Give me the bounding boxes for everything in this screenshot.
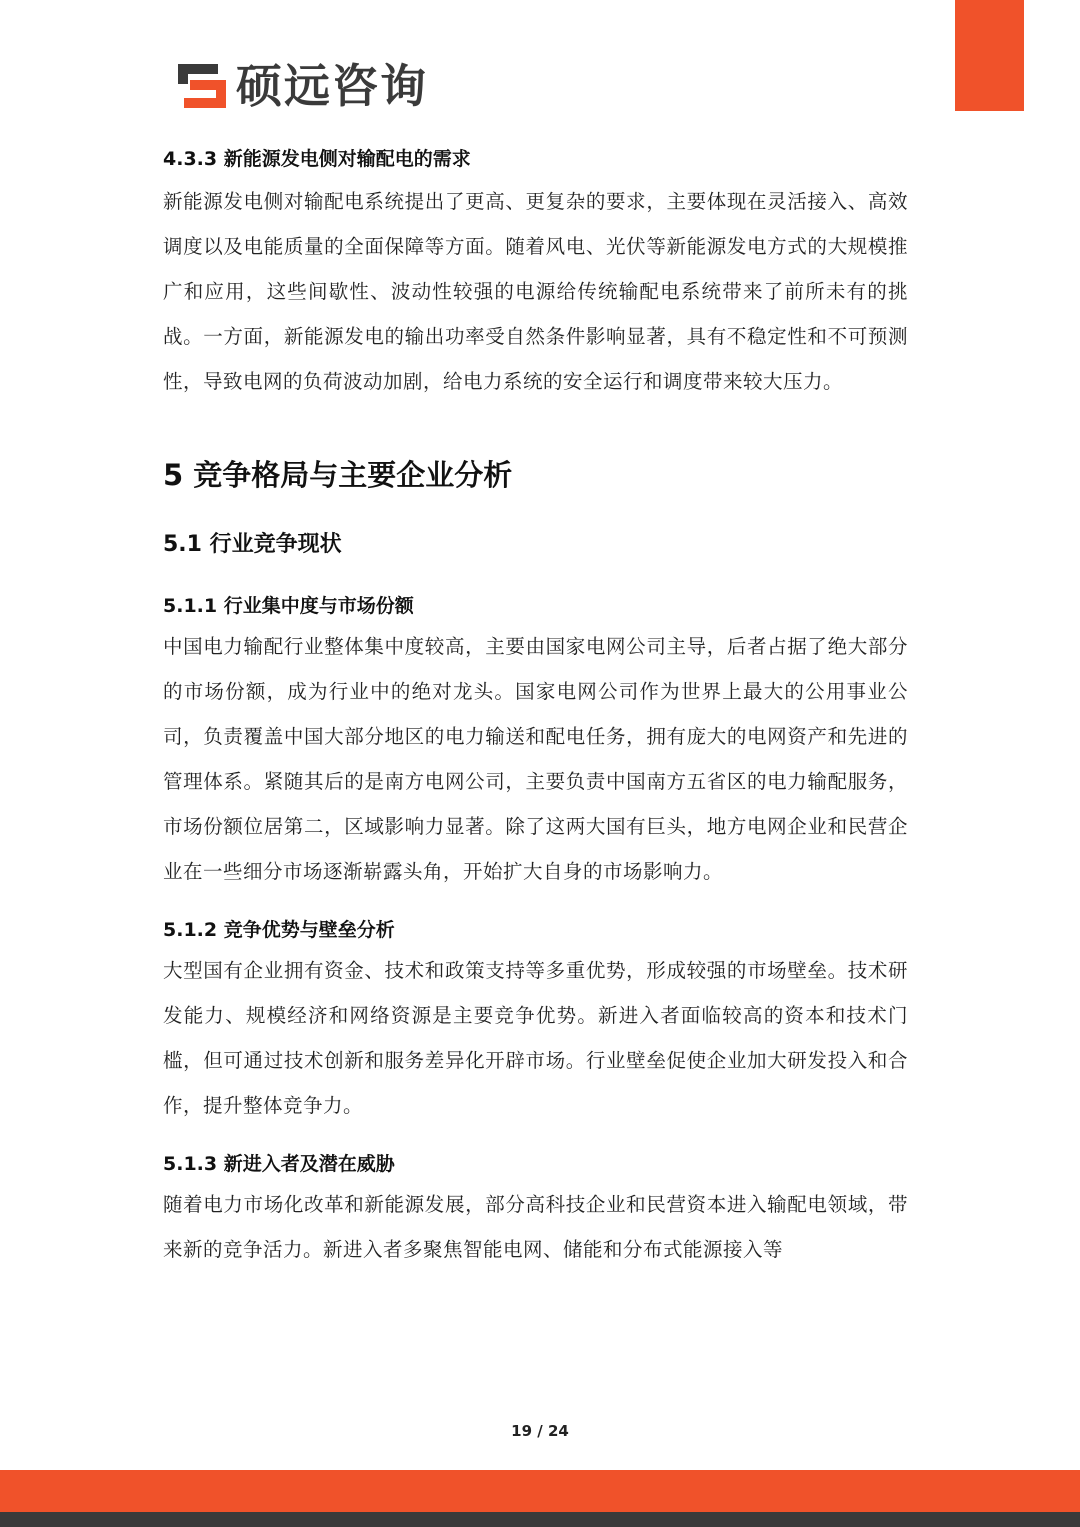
section-heading-5-1-2: 5.1.2 竞争优势与壁垒分析	[163, 919, 395, 941]
document-body	[163, 140, 908, 1272]
footer-dark-bar	[0, 1512, 1080, 1527]
section-heading-5-1-3: 5.1.3 新进入者及潜在威胁	[163, 1153, 395, 1175]
section-body-5-1-3: 随着电力市场化改革和新能源发展，部分高科技企业和民营资本进入输配电领域，带来新的竞争活力。新进入者多聚焦智能电网、储能和分布式能源接入等	[163, 1193, 908, 1261]
corner-accent-block	[955, 0, 1024, 111]
footer-accent-bar	[0, 1470, 1080, 1512]
section-body-4-3-3: 新能源发电侧对输配电系统提出了更高、更复杂的要求，主要体现在灵活接入、高效调度以及电能质量的全面保障等方面。随着风电、光伏等新能源发电方式的大规模推广和应用，这些间歇性、波动性较强的电源给传统输配电系统带来了前所未有的挑战。一方面，新能源发电的输出功率受自然条件影响显著，具有不稳定性和不可预测性，导致电网的负荷波动加剧，给电力系统的安全运行和调度带来较大压力。	[163, 190, 908, 393]
page-number: 19 / 24	[511, 1422, 569, 1440]
section-heading-5-1: 5.1 行业竞争现状	[163, 532, 342, 557]
section-body-5-1-2: 大型国有企业拥有资金、技术和政策支持等多重优势，形成较强的市场壁垒。技术研发能力、规模经济和网络资源是主要竞争优势。新进入者面临较高的资本和技术门槛，但可通过技术创新和服务差异化开辟市场。行业壁垒促使企业加大研发投入和合作，提升整体竞争力。	[163, 959, 908, 1117]
section-body-5-1-1: 中国电力输配行业整体集中度较高，主要由国家电网公司主导，后者占据了绝大部分的市场份额，成为行业中的绝对龙头。国家电网公司作为世界上最大的公用事业公司，负责覆盖中国大部分地区的电力输送和配电任务，拥有庞大的电网资产和先进的管理体系。紧随其后的是南方电网公司，主要负责中国南方五省区的电力输配服务，市场份额位居第二，区域影响力显著。除了这两大国有巨头，地方电网企业和民营企业在一些细分市场逐渐崭露头角，开始扩大自身的市场影响力。	[163, 635, 908, 883]
section-heading-4-3-3: 4.3.3 新能源发电侧对输配电的需求	[163, 148, 471, 170]
company-logo	[176, 58, 428, 114]
chapter-heading-5: 5 竞争格局与主要企业分析	[163, 458, 513, 492]
section-heading-5-1-1: 5.1.1 行业集中度与市场份额	[163, 595, 414, 617]
s-logo-icon	[176, 60, 228, 112]
logo-text: 硕远咨询	[236, 59, 428, 113]
